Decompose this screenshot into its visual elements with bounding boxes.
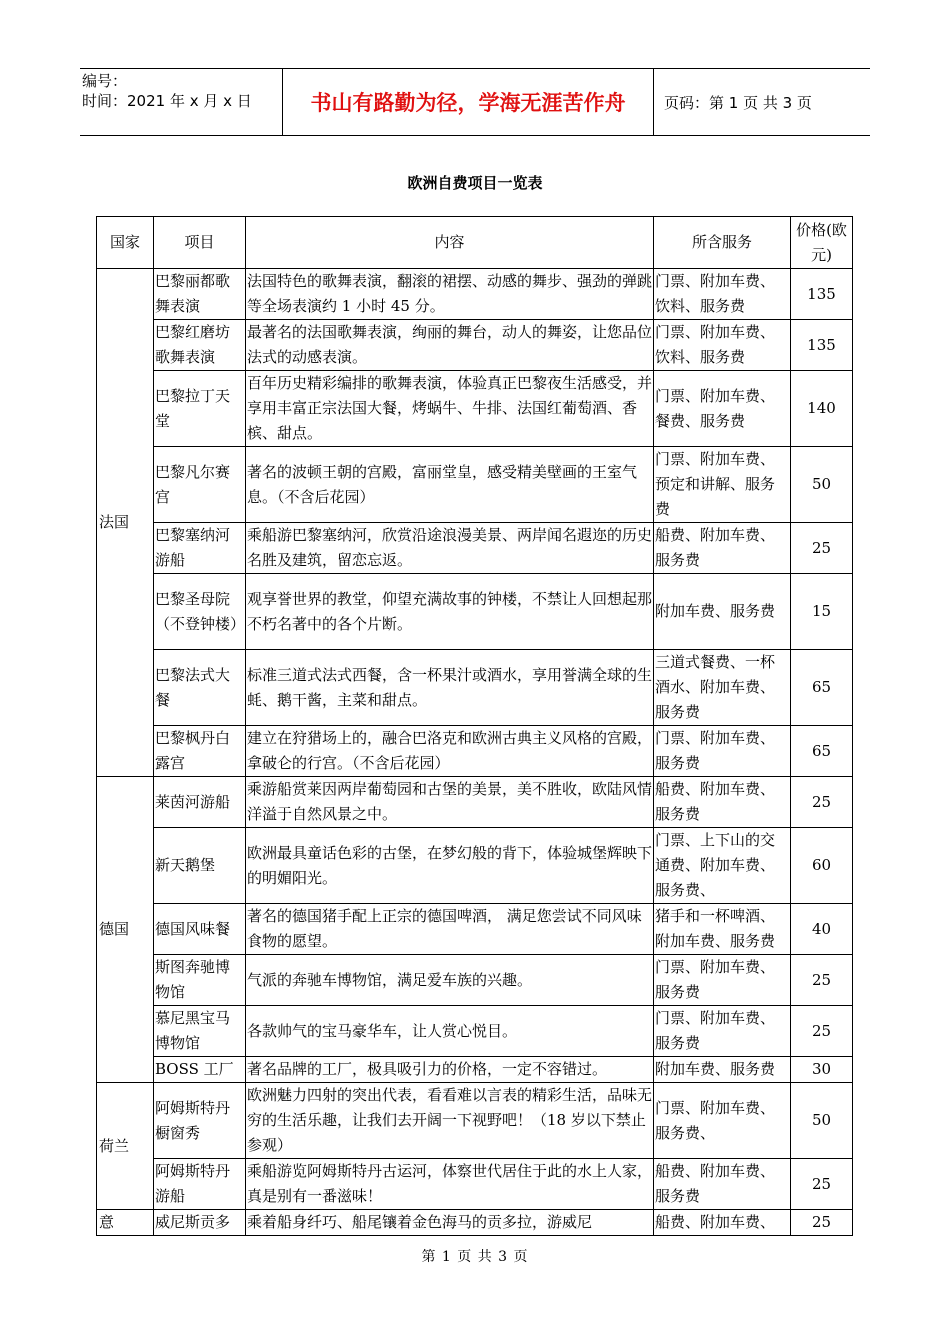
price-cell: 135 bbox=[791, 269, 853, 320]
country-cell: 法国 bbox=[97, 269, 154, 777]
table-row bbox=[97, 650, 853, 726]
page-header bbox=[80, 68, 870, 136]
fee-table bbox=[96, 216, 853, 1236]
content-cell: 最著名的法国歌舞表演，绚丽的舞台，动人的舞姿，让您品位法式的动感表演。 bbox=[246, 320, 654, 371]
document-title: 欧洲自费项目一览表 bbox=[407, 174, 543, 192]
table-row bbox=[97, 955, 853, 1006]
service-cell: 门票、附加车费、服务费 bbox=[654, 1006, 791, 1057]
price-cell: 25 bbox=[791, 523, 853, 574]
project-cell: 莱茵河游船 bbox=[154, 777, 246, 828]
country-cell: 荷兰 bbox=[97, 1083, 154, 1210]
table-row bbox=[97, 777, 853, 828]
header-page-info: 页码：第 1 页 共 3 页 bbox=[664, 93, 812, 112]
project-cell: 德国风味餐 bbox=[154, 904, 246, 955]
country-cell: 德国 bbox=[97, 777, 154, 1083]
service-cell: 门票、附加车费、服务费 bbox=[654, 726, 791, 777]
table-body bbox=[97, 269, 853, 1236]
country-cell: 意 bbox=[97, 1210, 154, 1236]
content-cell: 乘船游览阿姆斯特丹古运河，体察世代居住于此的水上人家，真是别有一番滋味！ bbox=[246, 1159, 654, 1210]
service-cell: 三道式餐费、一杯酒水、附加车费、服务费 bbox=[654, 650, 791, 726]
project-cell: 巴黎红磨坊歌舞表演 bbox=[154, 320, 246, 371]
price-cell: 60 bbox=[791, 828, 853, 904]
content-cell: 著名的波顿王朝的宫殿，富丽堂皇，感受精美壁画的王室气息。（不含后花园） bbox=[246, 447, 654, 523]
project-cell: 斯图奔驰博物馆 bbox=[154, 955, 246, 1006]
price-cell: 15 bbox=[791, 574, 853, 650]
price-cell: 25 bbox=[791, 1210, 853, 1236]
price-cell: 65 bbox=[791, 650, 853, 726]
price-cell: 135 bbox=[791, 320, 853, 371]
service-cell: 门票、附加车费、预定和讲解、服务费 bbox=[654, 447, 791, 523]
project-cell: 阿姆斯特丹游船 bbox=[154, 1159, 246, 1210]
table-row bbox=[97, 726, 853, 777]
service-cell: 门票、上下山的交通费、附加车费、服务费、 bbox=[654, 828, 791, 904]
col-header-service: 所含服务 bbox=[654, 217, 791, 269]
price-cell: 40 bbox=[791, 904, 853, 955]
page-footer: 第 1 页 共 3 页 bbox=[421, 1249, 529, 1265]
table-row bbox=[97, 828, 853, 904]
project-cell: 阿姆斯特丹橱窗秀 bbox=[154, 1083, 246, 1159]
project-cell: 慕尼黑宝马博物馆 bbox=[154, 1006, 246, 1057]
table-row bbox=[97, 1159, 853, 1210]
price-cell: 25 bbox=[791, 1159, 853, 1210]
service-cell: 附加车费、服务费 bbox=[654, 574, 791, 650]
service-cell: 船费、附加车费、服务费 bbox=[654, 777, 791, 828]
table-row bbox=[97, 574, 853, 650]
service-cell: 门票、附加车费、饮料、服务费 bbox=[654, 269, 791, 320]
price-cell: 140 bbox=[791, 371, 853, 447]
project-cell: 巴黎枫丹白露宫 bbox=[154, 726, 246, 777]
service-cell: 猪手和一杯啤酒、附加车费、服务费 bbox=[654, 904, 791, 955]
price-cell: 65 bbox=[791, 726, 853, 777]
service-cell: 门票、附加车费、餐费、服务费 bbox=[654, 371, 791, 447]
content-cell: 法国特色的歌舞表演，翻滚的裙摆、动感的舞步、强劲的弹跳等全场表演约 1 小时 45 分。 bbox=[246, 269, 654, 320]
content-cell: 著名品牌的工厂，极具吸引力的价格，一定不容错过。 bbox=[246, 1057, 654, 1083]
content-cell: 乘船游巴黎塞纳河，欣赏沿途浪漫美景、两岸闻名遐迩的历史名胜及建筑，留恋忘返。 bbox=[246, 523, 654, 574]
col-header-country: 国家 bbox=[97, 217, 154, 269]
service-cell: 门票、附加车费、服务费、 bbox=[654, 1083, 791, 1159]
table-row bbox=[97, 269, 853, 320]
table-row bbox=[97, 1006, 853, 1057]
col-header-price: 价格(欧元) bbox=[791, 217, 853, 269]
time-label: 时间：2021 年 x 月 x 日 bbox=[82, 92, 252, 110]
table-row bbox=[97, 904, 853, 955]
service-cell: 船费、附加车费、 bbox=[654, 1210, 791, 1236]
content-cell: 欧洲最具童话色彩的古堡，在梦幻般的背下，体验城堡辉映下的明媚阳光。 bbox=[246, 828, 654, 904]
content-cell: 乘着船身纤巧、船尾镶着金色海马的贡多拉，游威尼 bbox=[246, 1210, 654, 1236]
table-row bbox=[97, 320, 853, 371]
service-cell: 门票、附加车费、服务费 bbox=[654, 955, 791, 1006]
project-cell: 新天鹅堡 bbox=[154, 828, 246, 904]
content-cell: 标准三道式法式西餐，含一杯果汁或酒水，享用誉满全球的生蚝、鹅干酱，主菜和甜点。 bbox=[246, 650, 654, 726]
service-cell: 门票、附加车费、饮料、服务费 bbox=[654, 320, 791, 371]
header-meta bbox=[82, 71, 278, 111]
project-cell: 巴黎圣母院（不登钟楼） bbox=[154, 574, 246, 650]
content-cell: 建立在狩猎场上的，融合巴洛克和欧洲古典主义风格的宫殿，拿破仑的行宫。（不含后花园） bbox=[246, 726, 654, 777]
project-cell: 巴黎拉丁天堂 bbox=[154, 371, 246, 447]
service-cell: 附加车费、服务费 bbox=[654, 1057, 791, 1083]
table-row bbox=[97, 447, 853, 523]
content-cell: 著名的德国猪手配上正宗的德国啤酒， 满足您尝试不同风味食物的愿望。 bbox=[246, 904, 654, 955]
content-cell: 百年历史精彩编排的歌舞表演，体验真正巴黎夜生活感受，并享用丰富正宗法国大餐，烤蜗牛、牛排、法国红葡萄酒、香槟、甜点。 bbox=[246, 371, 654, 447]
table-row bbox=[97, 1057, 853, 1083]
price-cell: 50 bbox=[791, 1083, 853, 1159]
project-cell: 巴黎凡尔赛宫 bbox=[154, 447, 246, 523]
price-cell: 25 bbox=[791, 955, 853, 1006]
price-cell: 30 bbox=[791, 1057, 853, 1083]
content-cell: 观享誉世界的教堂，仰望充满故事的钟楼，不禁让人回想起那不朽名著中的各个片断。 bbox=[246, 574, 654, 650]
project-cell: 威尼斯贡多 bbox=[154, 1210, 246, 1236]
content-cell: 各款帅气的宝马豪华车，让人赏心悦目。 bbox=[246, 1006, 654, 1057]
service-cell: 船费、附加车费、服务费 bbox=[654, 523, 791, 574]
content-cell: 乘游船赏莱因两岸葡萄园和古堡的美景，美不胜收，欧陆风情洋溢于自然风景之中。 bbox=[246, 777, 654, 828]
table-row bbox=[97, 523, 853, 574]
project-cell: BOSS 工厂 bbox=[154, 1057, 246, 1083]
project-cell: 巴黎塞纳河游船 bbox=[154, 523, 246, 574]
table-row bbox=[97, 371, 853, 447]
table-row bbox=[97, 1210, 853, 1236]
table-row bbox=[97, 1083, 853, 1159]
content-cell: 欧洲魅力四射的突出代表，看看难以言表的精彩生活，品味无穷的生活乐趣，让我们去开阔一下视野吧！（18 岁以下禁止参观） bbox=[246, 1083, 654, 1159]
table-header-row bbox=[97, 217, 853, 269]
project-cell: 巴黎法式大餐 bbox=[154, 650, 246, 726]
service-cell: 船费、附加车费、服务费 bbox=[654, 1159, 791, 1210]
content-cell: 气派的奔驰车博物馆，满足爱车族的兴趣。 bbox=[246, 955, 654, 1006]
price-cell: 25 bbox=[791, 1006, 853, 1057]
price-cell: 25 bbox=[791, 777, 853, 828]
col-header-content: 内容 bbox=[246, 217, 654, 269]
header-motto: 书山有路勤为径，学海无涯苦作舟 bbox=[282, 69, 654, 135]
col-header-project: 项目 bbox=[154, 217, 246, 269]
project-cell: 巴黎丽都歌舞表演 bbox=[154, 269, 246, 320]
price-cell: 50 bbox=[791, 447, 853, 523]
number-label: 编号： bbox=[82, 72, 128, 90]
